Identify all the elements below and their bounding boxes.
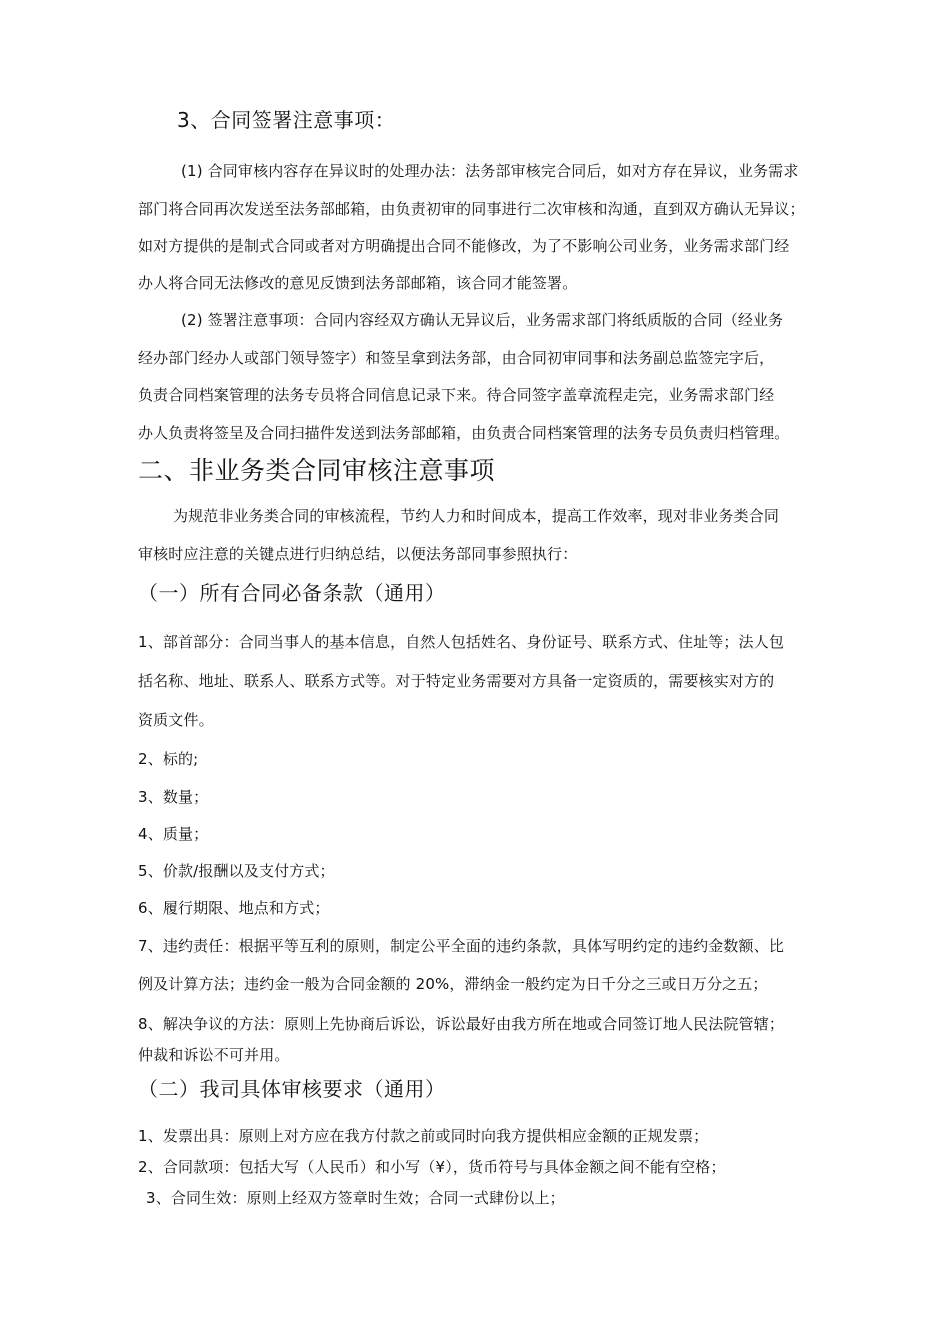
paragraph-line: 如对方提供的是制式合同或者对方明确提出合同不能修改，为了不影响公司业务，业务需求部门经 bbox=[138, 237, 790, 255]
list-item: 3、数量； bbox=[138, 788, 209, 806]
list-item: 仲裁和诉讼不可并用。 bbox=[138, 1046, 290, 1064]
paragraph-line: (1) 合同审核内容存在异议时的处理办法：法务部审核完合同后，如对方存在异议，业务需求 bbox=[181, 162, 799, 180]
list-item: 1、发票出具：原则上对方应在我方付款之前或同时向我方提供相应金额的正规发票； bbox=[138, 1127, 709, 1145]
list-item: 资质文件。 bbox=[138, 711, 214, 729]
paragraph-line: 办人负责将签呈及合同扫描件发送到法务部邮箱，由负责合同档案管理的法务专员负责归档管理。 bbox=[138, 424, 790, 442]
list-item: 8、解决争议的方法：原则上先协商后诉讼，诉讼最好由我方所在地或合同签订地人民法院管辖； bbox=[138, 1015, 784, 1033]
list-item: 5、价款/报酬以及支付方式； bbox=[138, 862, 335, 880]
list-item: 6、履行期限、地点和方式； bbox=[138, 899, 330, 917]
paragraph-line: 经办部门经办人或部门领导签字）和签呈拿到法务部，由合同初审同事和法务副总监签完字后， bbox=[138, 349, 775, 367]
list-item: 7、违约责任：根据平等互利的原则，制定公平全面的违约条款，具体写明约定的违约金数额、比 bbox=[138, 937, 784, 955]
list-item: 2、标的; bbox=[138, 750, 199, 768]
paragraph-line: 负责合同档案管理的法务专员将合同信息记录下来。待合同签字盖章流程走完，业务需求部门经 bbox=[138, 386, 775, 404]
section-heading: 3、合同签署注意事项： bbox=[177, 108, 396, 132]
list-item: 1、部首部分：合同当事人的基本信息，自然人包括姓名、身份证号、联系方式、住址等；法人包 bbox=[138, 633, 784, 651]
list-item: 例及计算方法；违约金一般为合同金额的 20%，滞纳金一般约定为日千分之三或日万分之五； bbox=[138, 975, 768, 993]
paragraph-line: 审核时应注意的关键点进行归纳总结，以便法务部同事参照执行： bbox=[138, 545, 578, 563]
subsection-heading: （二）我司具体审核要求（通用） bbox=[138, 1077, 446, 1101]
paragraph-line: 部门将合同再次发送至法务部邮箱，由负责初审的同事进行二次审核和沟通，直到双方确认无异议； bbox=[138, 200, 805, 218]
paragraph-line: 办人将合同无法修改的意见反馈到法务部邮箱，该合同才能签署。 bbox=[138, 274, 578, 292]
paragraph-line: (2) 签署注意事项：合同内容经双方确认无异议后，业务需求部门将纸质版的合同（经业务 bbox=[181, 311, 784, 329]
subsection-heading: （一）所有合同必备条款（通用） bbox=[138, 581, 446, 605]
list-item: 3、合同生效：原则上经双方签章时生效；合同一式肆份以上； bbox=[146, 1189, 565, 1207]
list-item: 括名称、地址、联系人、联系方式等。对于特定业务需要对方具备一定资质的，需要核实对方的 bbox=[138, 672, 775, 690]
list-item: 4、质量； bbox=[138, 825, 209, 843]
paragraph-line: 为规范非业务类合同的审核流程，节约人力和时间成本，提高工作效率，现对非业务类合同 bbox=[173, 507, 780, 525]
part-heading: 二、非业务类合同审核注意事项 bbox=[138, 456, 496, 485]
list-item: 2、合同款项：包括大写（人民币）和小写（¥），货币符号与具体金额之间不能有空格； bbox=[138, 1158, 726, 1176]
